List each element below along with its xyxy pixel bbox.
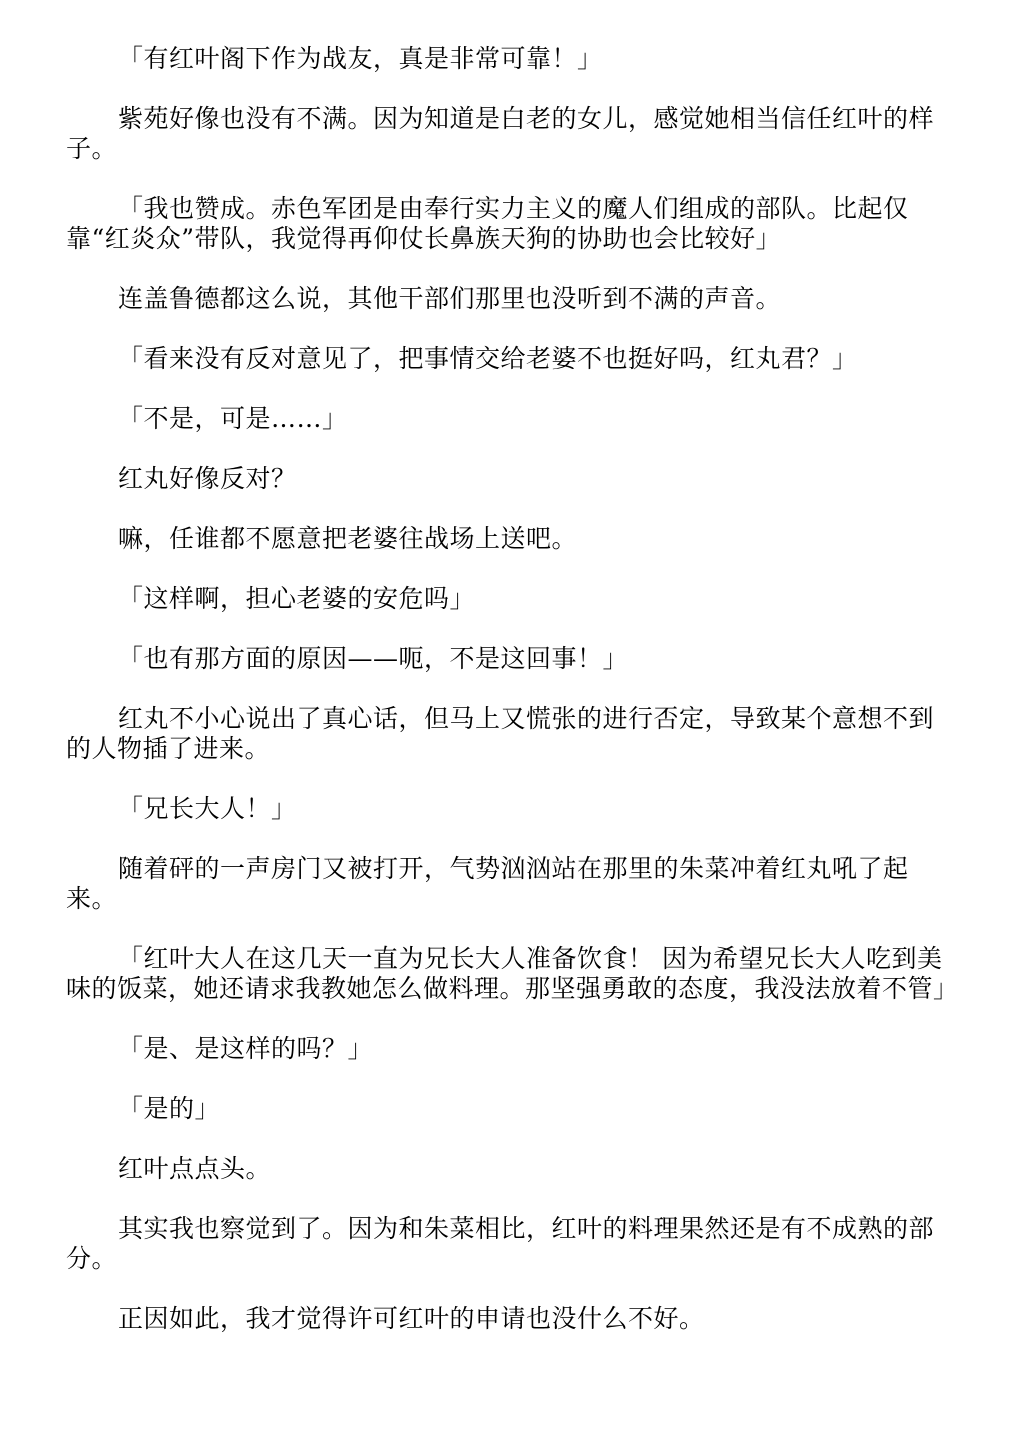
paragraph: 嘛，任谁都不愿意把老婆往战场上送吧。	[118, 524, 578, 553]
paragraph: 紫苑好像也没有不满。因为知道是白老的女儿，感觉她相当信任红叶的样子。	[66, 104, 935, 163]
paragraph: 红丸不小心说出了真心话，但马上又慌张的进行否定，导致某个意想不到的人物插了进来。	[66, 704, 935, 763]
paragraph: 「红叶大人在这几天一直为兄长大人准备饮食！ 因为希望兄长大人吃到美味的饭菜，她还请求我教她怎么做料理。那坚强勇敢的态度，我没法放着不管」	[66, 944, 959, 1003]
paragraph: 「不是，可是……」	[118, 404, 348, 433]
paragraph: 「是、是这样的吗？」	[118, 1034, 374, 1063]
paragraph: 正因如此，我才觉得许可红叶的申请也没什么不好。	[118, 1304, 705, 1333]
paragraph: 红叶点点头。	[118, 1154, 272, 1183]
paragraph: 「我也赞成。赤色军团是由奉行实力主义的魔人们组成的部队。比起仅靠“红炎众”带队，我觉得再仰仗长鼻族天狗的协助也会比较好」	[66, 194, 909, 253]
paragraph: 「有红叶阁下作为战友，真是非常可靠！」	[118, 44, 603, 73]
paragraph: 「兄长大人！」	[118, 794, 297, 823]
paragraph: 「这样啊，担心老婆的安危吗」	[118, 584, 476, 613]
paragraph: 「也有那方面的原因——呃，不是这回事！」	[118, 644, 629, 673]
paragraph: 其实我也察觉到了。因为和朱菜相比，红叶的料理果然还是有不成熟的部分。	[66, 1214, 935, 1273]
paragraph: 随着砰的一声房门又被打开，气势汹汹站在那里的朱菜冲着红丸吼了起来。	[66, 854, 909, 913]
paragraph: 「看来没有反对意见了，把事情交给老婆不也挺好吗，红丸君？」	[118, 344, 858, 373]
paragraph: 红丸好像反对？	[118, 464, 297, 493]
paragraph: 连盖鲁德都这么说，其他干部们那里也没听到不满的声音。	[118, 284, 782, 313]
paragraph: 「是的」	[118, 1094, 221, 1123]
